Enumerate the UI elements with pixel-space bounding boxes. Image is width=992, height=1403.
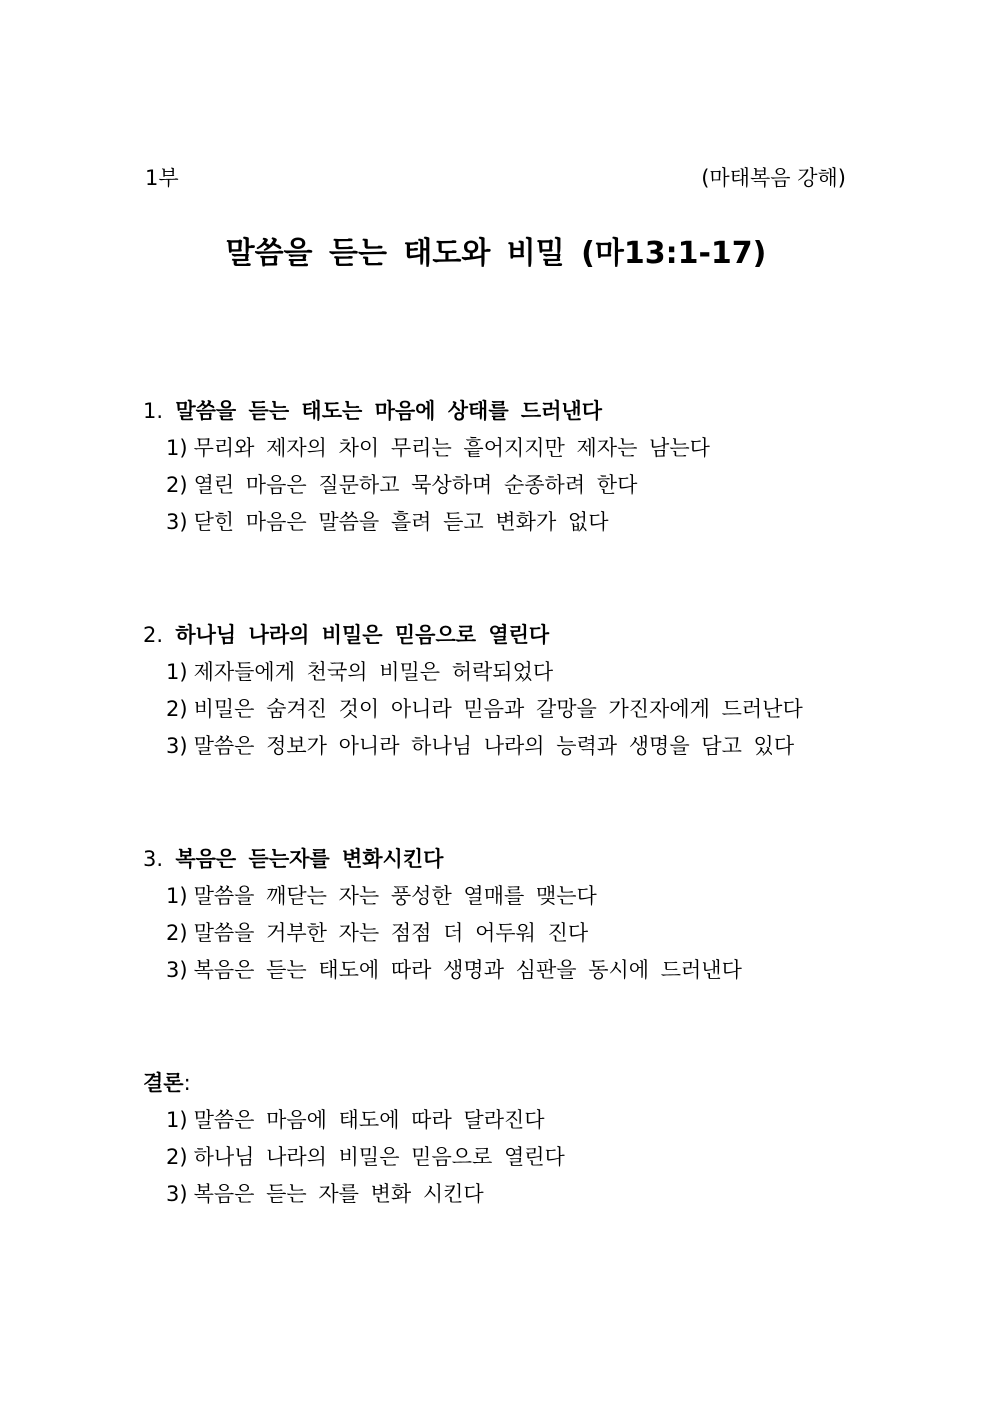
point-list: [143, 658, 863, 769]
section-title: 말씀을 듣는 태도는 마음에 상태를 드러낸다: [175, 399, 603, 423]
list-item: [143, 695, 863, 732]
item-index: 1): [166, 884, 188, 908]
section-heading: [143, 621, 863, 649]
section-1: [143, 397, 863, 545]
point-list: [143, 434, 863, 545]
page-title: 말씀을 듣는 태도와 비밀 (마13:1-17): [225, 236, 767, 271]
point-list: [143, 882, 863, 993]
list-item: [143, 956, 863, 993]
conclusion-heading: [143, 1069, 863, 1097]
item-index: 2): [166, 1145, 188, 1169]
list-item: [143, 1143, 863, 1180]
item-text: 하나님 나라의 비밀은 믿음으로 열린다: [193, 1145, 565, 1169]
item-index: 3): [166, 1182, 188, 1206]
section-heading: [143, 845, 863, 873]
section-3: [143, 845, 863, 993]
item-text: 닫힌 마음은 말씀을 흘려 듣고 변화가 없다: [193, 510, 609, 534]
item-text: 제자들에게 천국의 비밀은 허락되었다: [193, 660, 554, 684]
item-text: 말씀은 마음에 태도에 따라 달라진다: [193, 1108, 545, 1132]
item-text: 비밀은 숨겨진 것이 아니라 믿음과 갈망을 가진자에게 드러난다: [193, 697, 803, 721]
conclusion-section: [143, 1069, 863, 1217]
section-title: 하나님 나라의 비밀은 믿음으로 열린다: [175, 623, 550, 647]
list-item: [143, 882, 863, 919]
section-2: [143, 621, 863, 769]
item-index: 3): [166, 510, 188, 534]
item-index: 2): [166, 473, 188, 497]
conclusion-list: [143, 1106, 863, 1217]
item-text: 복음은 듣는 자를 변화 시킨다: [193, 1182, 484, 1206]
section-title: 복음은 듣는자를 변화시킨다: [175, 847, 444, 871]
section-number: 1.: [143, 399, 164, 423]
list-item: [143, 471, 863, 508]
section-number: 3.: [143, 847, 164, 871]
item-index: 2): [166, 921, 188, 945]
item-index: 3): [166, 958, 188, 982]
item-text: 말씀을 깨닫는 자는 풍성한 열매를 맺는다: [193, 884, 597, 908]
item-text: 무리와 제자의 차이 무리는 흩어지지만 제자는 남는다: [193, 436, 710, 460]
section-heading: [143, 397, 863, 425]
part-label: 1부: [145, 166, 179, 190]
item-text: 복음은 듣는 태도에 따라 생명과 심판을 동시에 드러낸다: [193, 958, 742, 982]
item-index: 2): [166, 697, 188, 721]
list-item: [143, 1106, 863, 1143]
series-label: (마태복음 강해): [701, 166, 846, 190]
item-index: 3): [166, 734, 188, 758]
item-text: 열린 마음은 질문하고 묵상하며 순종하려 한다: [193, 473, 638, 497]
list-item: [143, 508, 863, 545]
list-item: [143, 919, 863, 956]
conclusion-colon: :: [183, 1071, 191, 1095]
conclusion-title: 결론: [143, 1071, 184, 1095]
list-item: [143, 732, 863, 769]
list-item: [143, 1180, 863, 1217]
item-text: 말씀은 정보가 아니라 하나님 나라의 능력과 생명을 담고 있다: [193, 734, 795, 758]
item-text: 말씀을 거부한 자는 점점 더 어두워 진다: [193, 921, 589, 945]
item-index: 1): [166, 1108, 188, 1132]
section-number: 2.: [143, 623, 164, 647]
list-item: [143, 658, 863, 695]
item-index: 1): [166, 436, 188, 460]
item-index: 1): [166, 660, 188, 684]
list-item: [143, 434, 863, 471]
